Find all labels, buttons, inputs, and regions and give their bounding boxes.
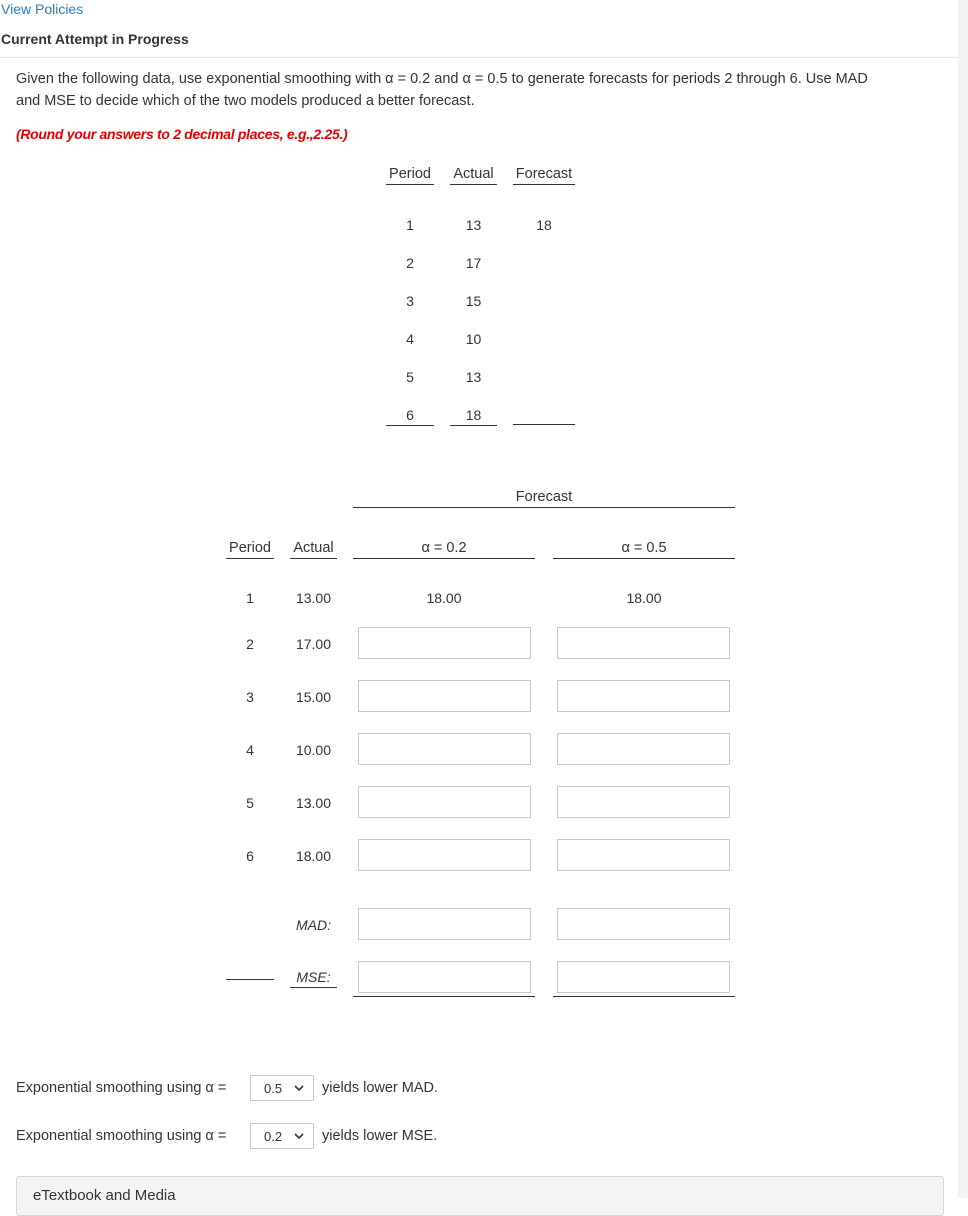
data-cell-actual: 13 [465,369,482,385]
answer-cell-actual: 13.00 [295,795,332,811]
mad-02-input[interactable] [358,908,531,940]
forecast-02-input-period-6[interactable] [358,839,531,871]
data-cell-actual: 10 [465,331,482,347]
mad-conclusion-suffix: yields lower MAD. [322,1080,439,1096]
question-text [16,68,951,112]
mse-05-underline [553,996,735,997]
forecast-02-input-period-5[interactable] [358,786,531,818]
data-header-actual: Actual [450,166,497,185]
mad-conclusion-prefix: Exponential smoothing using α = [16,1080,227,1096]
data-cell-period: 2 [406,255,414,271]
forecast-05-input-period-5[interactable] [557,786,730,818]
answer-header-alpha-05: α = 0.5 [553,540,735,559]
header-divider [0,57,960,58]
mad-alpha-select[interactable] [250,1075,314,1101]
forecast-05-input-period-6[interactable] [557,839,730,871]
data-cell-period: 6 [386,407,434,426]
data-cell-actual: 18 [450,407,497,426]
data-cell-period: 4 [406,331,414,347]
mse-label: MSE: [290,969,337,988]
attempt-status-heading: Current Attempt in Progress [1,31,189,47]
etextbook-media-panel[interactable] [16,1176,944,1216]
forecast-05-input-period-4[interactable] [557,733,730,765]
data-cell-actual: 15 [465,293,482,309]
data-cell-actual: 13 [465,217,482,233]
data-cell-period: 5 [406,369,414,385]
forecast-02-input-period-3[interactable] [358,680,531,712]
data-cell-forecast [513,411,575,425]
mse-02-underline [353,996,535,997]
mse-alpha-selected-value: 0.2 [264,1129,283,1144]
etextbook-media-label: eTextbook and Media [33,1187,176,1204]
forecast-group-header: Forecast [353,489,735,508]
mse-alpha-select[interactable] [250,1123,314,1149]
forecast-05-value: 18.00 [626,590,662,606]
forecast-02-input-period-4[interactable] [358,733,531,765]
answer-cell-period: 3 [246,689,254,705]
answer-cell-actual: 18.00 [295,848,332,864]
forecast-02-value: 18.00 [426,590,462,606]
mse-conclusion-prefix: Exponential smoothing using α = [16,1128,227,1144]
data-cell-actual: 17 [465,255,482,271]
rounding-note: (Round your answers to 2 decimal places, e.g.,2.25.) [16,126,348,142]
mse-05-input[interactable] [557,961,730,993]
view-policies-link[interactable]: View Policies [1,1,84,17]
answer-cell-actual: 10.00 [295,742,332,758]
question-line-1: Given the following data, use exponential smoothing with α = 0.2 and α = 0.5 to generate forecasts for periods 2 through 6. Use MAD [16,71,868,87]
mse-02-input[interactable] [358,961,531,993]
answer-cell-actual: 15.00 [295,689,332,705]
answer-header-alpha-02: α = 0.2 [353,540,535,559]
question-line-2: and MSE to decide which of the two models produced a better forecast. [16,93,475,109]
data-cell-period: 3 [406,293,414,309]
data-cell-period: 1 [406,217,414,233]
answer-cell-actual: 13.00 [295,590,332,606]
mad-05-input[interactable] [557,908,730,940]
page-scrollbar[interactable] [958,0,968,1198]
mad-label: MAD: [296,917,331,933]
answer-cell-period: 1 [246,590,254,606]
chevron-down-icon [293,1130,305,1142]
mad-alpha-selected-value: 0.5 [264,1081,283,1096]
answer-cell-period: 5 [246,795,254,811]
forecast-05-input-period-2[interactable] [557,627,730,659]
answer-cell-period: 4 [246,742,254,758]
mse-row-underline [226,979,274,980]
forecast-02-input-period-2[interactable] [358,627,531,659]
data-header-forecast: Forecast [513,166,575,185]
answer-header-period: Period [226,540,274,559]
answer-header-actual: Actual [290,540,337,559]
forecast-05-input-period-3[interactable] [557,680,730,712]
answer-cell-period: 2 [246,636,254,652]
chevron-down-icon [293,1082,305,1094]
data-header-period: Period [386,166,434,185]
answer-cell-period: 6 [246,848,254,864]
mse-conclusion-suffix: yields lower MSE. [322,1128,438,1144]
answer-cell-actual: 17.00 [295,636,332,652]
data-cell-forecast: 18 [536,217,552,233]
